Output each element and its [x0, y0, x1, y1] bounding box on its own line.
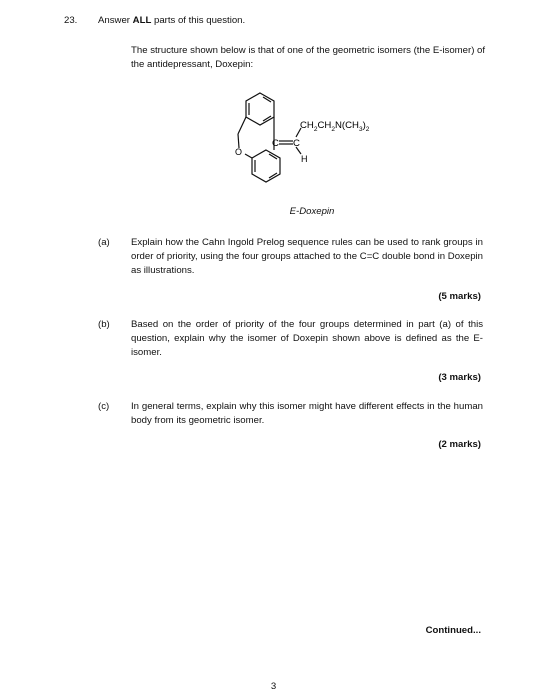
heading-bold: ALL	[132, 15, 152, 26]
part-b-marks: (3 marks)	[438, 372, 481, 383]
doxepin-structure	[222, 88, 402, 198]
part-a-text: Explain how the Cahn Ingold Prelog sequence rules can be used to rank groups in order of priority, using the four groups attached to the C=C double bond in Doxepin as illustrations.	[131, 237, 483, 276]
part-c-label: (c)	[98, 401, 110, 412]
atom-c2: C	[293, 138, 300, 149]
part-a-label: (a)	[98, 237, 110, 248]
molecule-caption: E-Doxepin	[289, 206, 335, 217]
question-heading	[98, 14, 245, 28]
continued-label: Continued...	[425, 625, 481, 636]
part-a-marks: (5 marks)	[438, 291, 481, 302]
question-intro: The structure shown below is that of one of the geometric isomers (the E-isomer) of the antidepressant, Doxepin:	[131, 45, 486, 70]
page-number: 3	[270, 681, 277, 692]
heading-suffix: parts of this question.	[151, 15, 246, 26]
part-c-marks: (2 marks)	[438, 439, 481, 450]
heading-prefix: Answer	[98, 15, 133, 26]
part-c-text: In general terms, explain why this isomer might have different effects in the human body from its geometric isomer.	[131, 401, 483, 426]
part-b-label: (b)	[98, 319, 110, 330]
part-b-text: Based on the order of priority of the four groups determined in part (a) of this question, explain why the isomer of Doxepin shown above is defined as the E-isomer.	[131, 319, 483, 358]
atom-h: H	[301, 154, 308, 164]
atom-c1: C	[272, 138, 279, 149]
question-number: 23.	[64, 15, 78, 26]
atom-o: O	[235, 147, 243, 157]
substituent-label: $CH_2CH_2N(CH_3)_2$	[300, 120, 370, 133]
